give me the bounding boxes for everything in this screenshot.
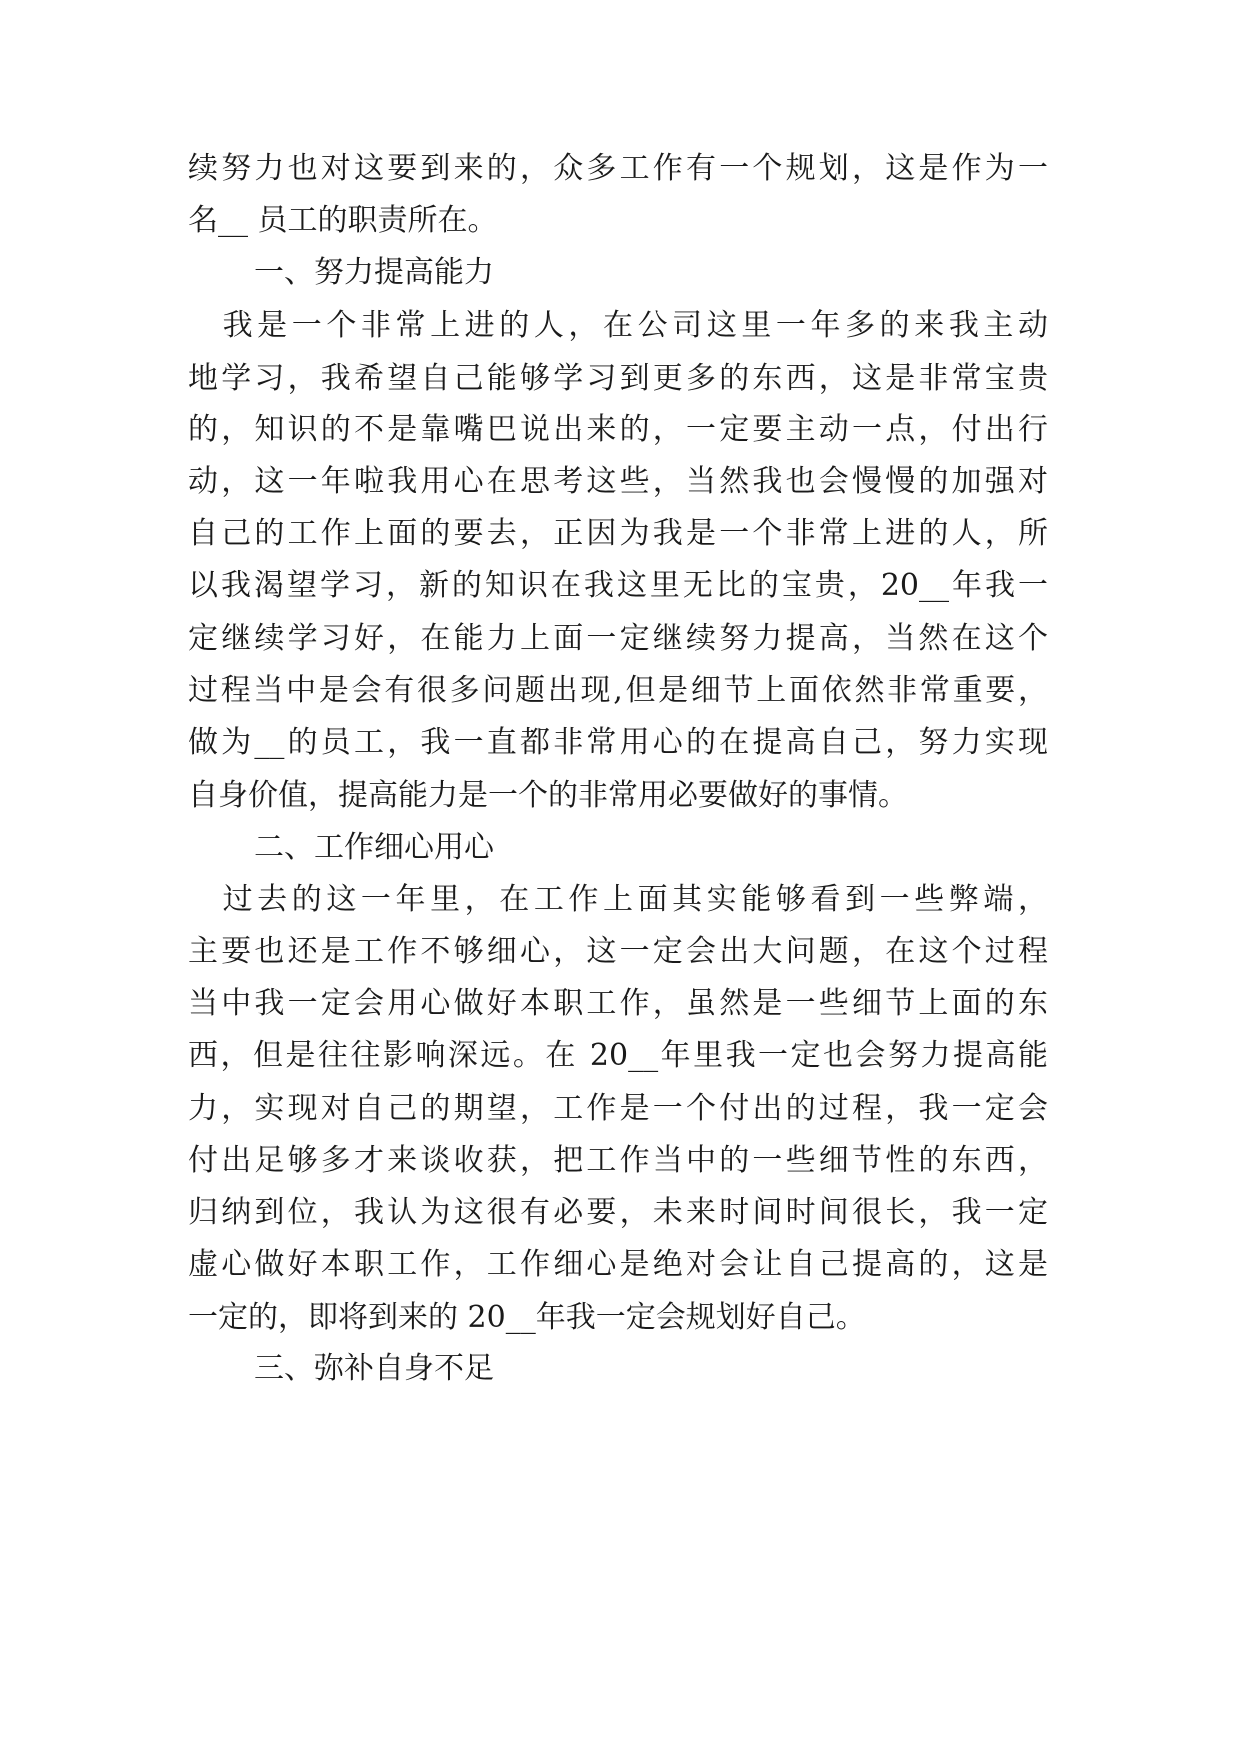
- section-1-line-5: 自己的工作上面的要去，正因为我是一个非常上进的人，所: [188, 516, 1048, 551]
- section-2-line-2: 主要也还是工作不够细心，这一定会出大问题，在这个过程: [188, 934, 1048, 969]
- section-1-line-4: 动，这一年啦我用心在思考这些，当然我也会慢慢的加强对: [188, 464, 1048, 499]
- section-1-line-7: 定继续学习好，在能力上面一定继续努力提高，当然在这个: [188, 621, 1048, 656]
- section-1-line-1: 我是一个非常上进的人，在公司这里一年多的来我主动: [188, 308, 1048, 343]
- section-2-line-5: 力，实现对自己的期望，工作是一个付出的过程，我一定会: [188, 1091, 1048, 1126]
- section-2-line-9: 一定的，即将到来的 20__年我一定会规划好自己。: [188, 1300, 866, 1335]
- section-2-line-3: 当中我一定会用心做好本职工作，虽然是一些细节上面的东: [188, 986, 1048, 1021]
- section-1-line-8: 过程当中是会有很多问题出现,但是细节上面依然非常重要，: [188, 673, 1048, 708]
- section-1-line-10: 自身价值，提高能力是一个的非常用必要做好的事情。: [188, 778, 908, 813]
- section-2-line-4: 西，但是往往影响深远。在 20__年里我一定也会努力提高能: [188, 1038, 1048, 1073]
- section-heading-1: 一、努力提高能力: [254, 255, 494, 290]
- section-2-line-1: 过去的这一年里，在工作上面其实能够看到一些弊端，: [188, 882, 1048, 917]
- section-2-line-7: 归纳到位，我认为这很有必要，未来时间时间很长，我一定: [188, 1195, 1048, 1230]
- section-heading-3: 三、弥补自身不足: [254, 1351, 494, 1386]
- section-1-line-2: 地学习，我希望自己能够学习到更多的东西，这是非常宝贵: [188, 361, 1048, 396]
- section-2-line-6: 付出足够多才来谈收获，把工作当中的一些细节性的东西，: [188, 1143, 1048, 1178]
- intro-line-2: 名__ 员工的职责所在。: [188, 203, 498, 238]
- section-1-line-6: 以我渴望学习，新的知识在我这里无比的宝贵，20__年我一: [188, 568, 1048, 603]
- section-1-line-3: 的，知识的不是靠嘴巴说出来的，一定要主动一点，付出行: [188, 412, 1048, 447]
- intro-line-1: 续努力也对这要到来的，众多工作有一个规划，这是作为一: [188, 151, 1048, 186]
- section-1-line-9: 做为__的员工，我一直都非常用心的在提高自己，努力实现: [188, 725, 1048, 760]
- section-2-line-8: 虚心做好本职工作，工作细心是绝对会让自己提高的，这是: [188, 1247, 1048, 1282]
- section-heading-2: 二、工作细心用心: [254, 830, 494, 865]
